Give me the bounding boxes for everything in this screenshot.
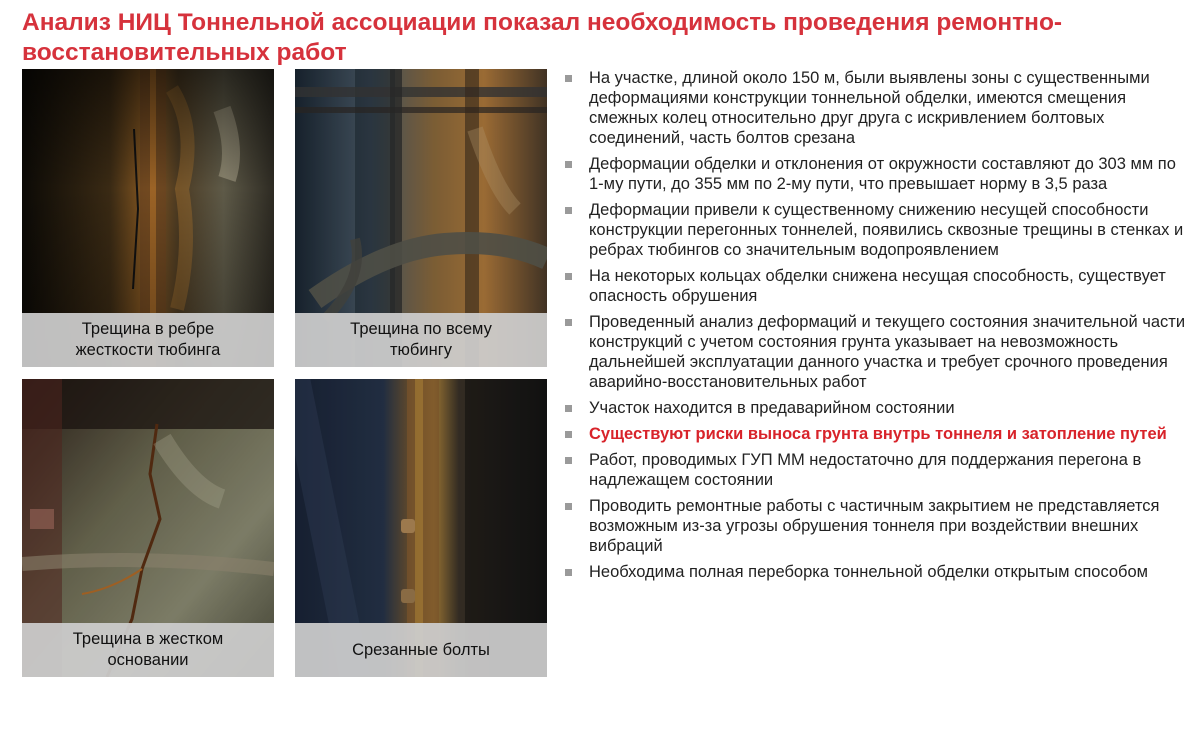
photo-caption: Трещина в ребре жесткости тюбинга <box>22 313 274 367</box>
photo-caption: Трещина в жестком основании <box>22 623 274 677</box>
square-bullet-icon <box>565 569 572 576</box>
list-item: Работ, проводимых ГУП ММ недостаточно для поддержания перегона в надлежащем состоянии <box>563 450 1188 490</box>
list-item: Проведенный анализ деформаций и текущего состояния значительной части конструкций с учетом состояния грунта указывает на невозможность дальнейшей эксплуатации данного участка и требует срочного проведения аварийно-восстановительных работ <box>563 312 1188 392</box>
photo-caption: Срезанные болты <box>295 623 547 677</box>
square-bullet-icon <box>565 207 572 214</box>
photo-base-crack <box>22 379 274 677</box>
square-bullet-icon <box>565 457 572 464</box>
photo-caption: Трещина по всему тюбингу <box>295 313 547 367</box>
square-bullet-icon <box>565 405 572 412</box>
photo-sheared-bolts <box>295 379 547 677</box>
list-item: Деформации привели к существенному снижению несущей способности конструкции перегонных тоннелей, появились сквозные трещины в стенках и ребрах тюбингов со значительным водопроявлением <box>563 200 1188 260</box>
square-bullet-icon <box>565 503 572 510</box>
list-item: На некоторых кольцах обделки снижена несущая способность, существует опасность обрушения <box>563 266 1188 306</box>
slide-title: Анализ НИЦ Тоннельной ассоциации показал необходимость проведения ремонтно-восстановительных работ <box>22 9 1063 66</box>
square-bullet-icon <box>565 161 572 168</box>
square-bullet-icon <box>565 431 572 438</box>
photo-segment-crack <box>295 69 547 367</box>
list-item: Проводить ремонтные работы с частичным закрытием не представляется возможным из-за угрозы обрушения тоннеля при воздействии внешних вибраций <box>563 496 1188 556</box>
list-item: Участок находится в предаварийном состоянии <box>563 398 1188 418</box>
list-item: Деформации обделки и отклонения от окружности составляют до 303 мм по 1-му пути, до 355 мм по 2-му пути, что превышает норму в 3,5 раза <box>563 154 1188 194</box>
findings-list <box>563 68 1188 588</box>
list-item-alert: Существуют риски выноса грунта внутрь тоннеля и затопление путей <box>563 424 1188 444</box>
square-bullet-icon <box>565 319 572 326</box>
list-item: На участке, длиной около 150 м, были выявлены зоны с существенными деформациями конструкции тоннельной обделки, имеются смещения смежных колец относительно друг друга с искривлением болтовых соединений, часть болтов срезана <box>563 68 1188 148</box>
square-bullet-icon <box>565 273 572 280</box>
square-bullet-icon <box>565 75 572 82</box>
photo-rib-crack <box>22 69 274 367</box>
list-item: Необходима полная переборка тоннельной обделки открытым способом <box>563 562 1188 582</box>
